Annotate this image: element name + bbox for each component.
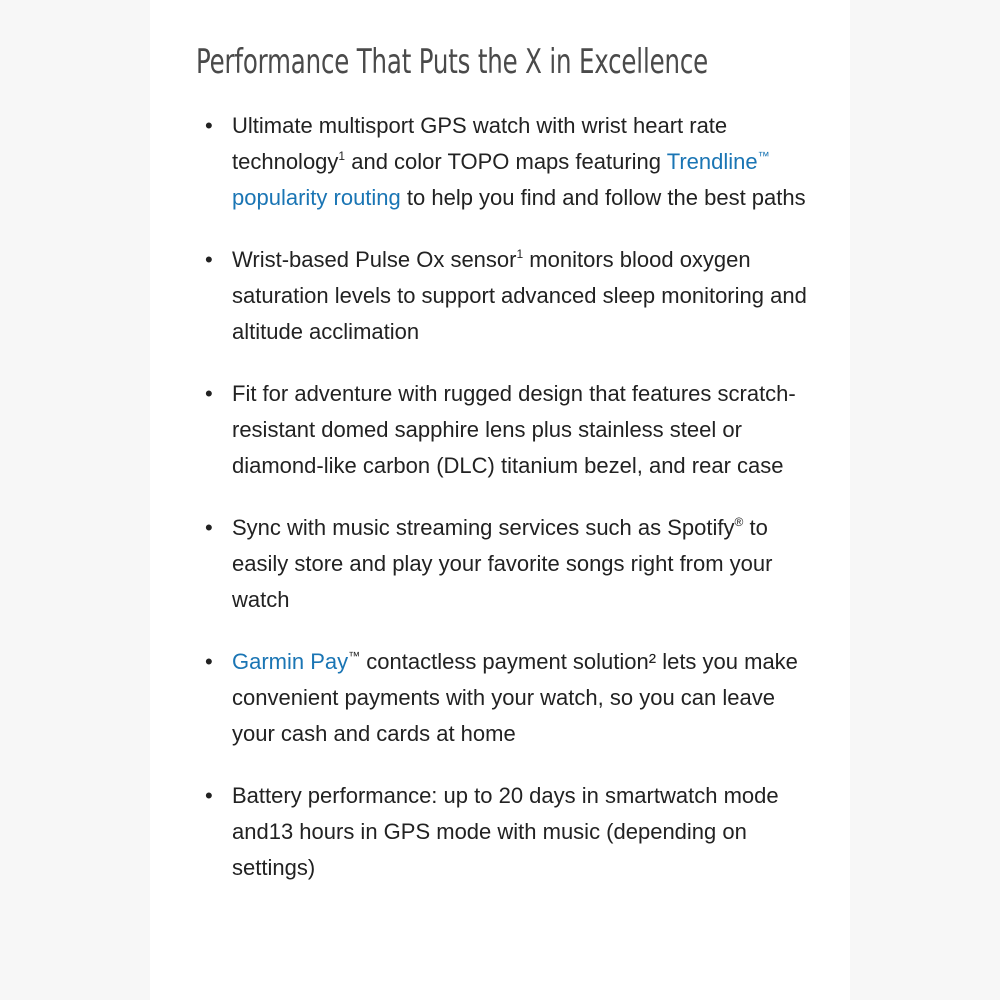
bullet-icon: • [205,783,213,808]
footnote-marker: 1 [338,149,346,163]
feature-item-gps [205,108,812,216]
garmin-pay-link[interactable]: Garmin Pay [232,649,349,674]
left-margin [0,0,150,1000]
feature-item-battery [205,778,812,886]
feature-text: and color TOPO maps featuring [345,149,667,174]
bullet-icon: • [205,381,213,406]
bullet-icon: • [205,515,213,540]
feature-text: to help you find and follow the best paths [400,185,806,210]
bullet-icon: • [205,113,213,138]
bullet-icon: • [205,247,213,272]
feature-text: Fit for adventure with rugged design that features scratch-resistant domed sapphire lens plus stainless steel or diamond-like carbon (DLC) titanium bezel, and rear case [232,381,796,478]
footnote-marker: 1 [516,247,524,261]
feature-item-garmin-pay [205,644,812,752]
feature-list [205,108,812,912]
feature-item-music [205,510,812,618]
feature-text: to easily store and play your favorite songs right from your watch [232,515,773,612]
bullet-icon: • [205,649,213,674]
feature-text: Sync with music streaming services such as Spotify [232,515,735,540]
feature-item-rugged-design [205,376,812,484]
feature-text: monitors blood oxygen saturation levels to support advanced sleep monitoring and altitude acclimation [232,247,807,344]
feature-text: Wrist-based Pulse Ox sensor [232,247,517,272]
feature-text: contactless payment solution² lets you make convenient payments with your watch, so you can leave your cash and cards at home [232,649,798,746]
section-heading: Performance That Puts the X in Excellence [196,42,709,82]
registered-mark: ® [734,515,744,529]
feature-item-pulse-ox [205,242,812,350]
product-features-card [150,0,850,1000]
feature-text: Ultimate multisport GPS watch with wrist heart rate technology [232,113,728,174]
right-margin [850,0,1000,1000]
feature-text: Battery performance: up to 20 days in smartwatch mode and13 hours in GPS mode with music (depending on settings) [232,783,779,880]
trademark-mark: ™ [348,649,361,663]
trendline-link[interactable]: Trendline™ popularity routing [232,149,770,210]
